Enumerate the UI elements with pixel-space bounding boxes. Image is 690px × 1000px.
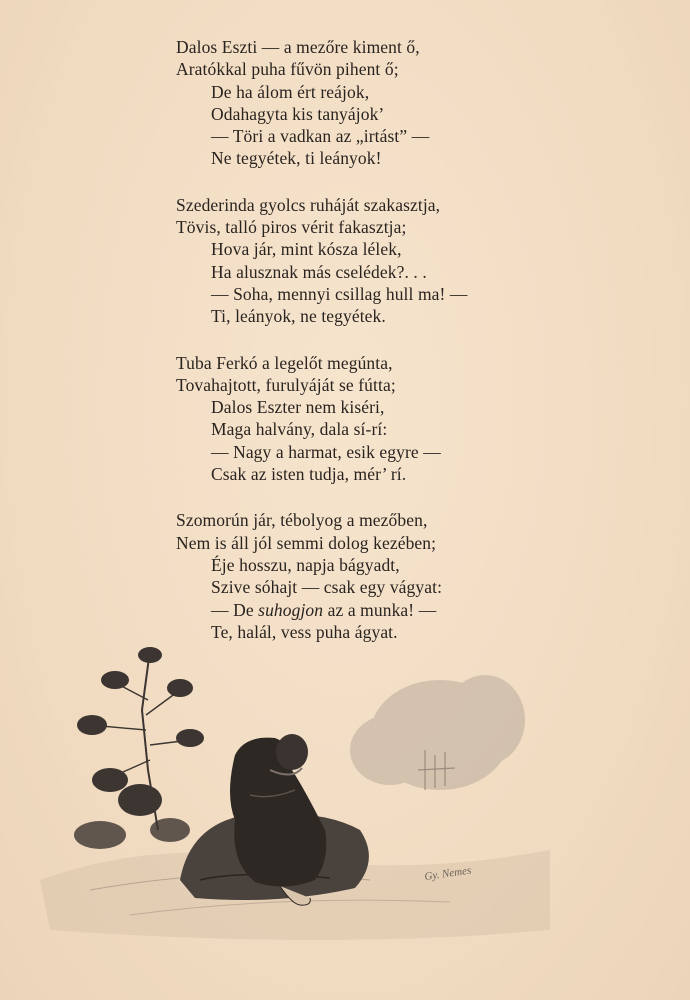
poem-line: Hova jár, mint kósza lélek,	[211, 239, 402, 260]
poem-line: Szederinda gyolcs ruháját szakasztja,	[176, 194, 441, 215]
poem-line: Tuba Ferkó a legelőt megúnta,	[176, 352, 393, 373]
poem-line: — Nagy a harmat, esik egyre —	[211, 441, 441, 462]
bush	[74, 647, 204, 849]
poem-line-mixed	[176, 599, 596, 621]
poem-line: Tövis, talló piros vérit fakasztja;	[176, 217, 407, 238]
poem-line: Te, halál, vess puha ágyat.	[211, 621, 398, 642]
poem-line: De ha álom ért reájok,	[211, 81, 370, 102]
poem-line: Ti, leányok, ne tegyétek.	[211, 306, 386, 327]
italic-word: suhogjon	[258, 599, 324, 620]
stanza-3	[176, 352, 596, 486]
poem-line: Szomorún jár, tébolyog a mezőben,	[176, 510, 428, 531]
line-text: az a munka! —	[323, 599, 437, 620]
stanza-2	[176, 194, 596, 328]
line-text: — De	[211, 599, 259, 620]
poem-line: Aratókkal puha fűvön pihent ő;	[176, 59, 399, 80]
poem-line: Odahagyta kis tanyájok’	[211, 103, 385, 124]
poem-line: Csak az isten tudja, mér’ rí.	[211, 464, 407, 485]
poem-line: Maga halvány, dala sí-rí:	[211, 419, 388, 440]
poem-line: Szive sóhajt — csak egy vágyat:	[211, 577, 443, 598]
poem-line: — Töri a vadkan az „irtást” —	[211, 126, 430, 147]
poem-line: Dalos Eszti — a mezőre kiment ő,	[176, 37, 420, 57]
poem-line: Ha alusznak más cselédek?. . .	[211, 261, 427, 282]
stanza-1	[176, 36, 596, 170]
artist-signature: Gy. Nemes	[423, 864, 473, 883]
poem-line: Nem is áll jól semmi dolog kezében;	[176, 532, 437, 553]
poem-line: Ne tegyétek, ti leányok!	[211, 148, 382, 169]
illustration-weeping-woman	[30, 630, 550, 950]
stanza-4	[176, 509, 596, 643]
poem-line: Éje hosszu, napja bágyadt,	[211, 554, 400, 575]
poem-line: — Soha, mennyi csillag hull ma! —	[211, 283, 468, 304]
poem	[176, 36, 596, 667]
poem-line: Tovahajtott, furulyáját se fútta;	[176, 374, 396, 395]
background-trees	[350, 675, 525, 790]
poem-line: Dalos Eszter nem kiséri,	[211, 397, 385, 418]
